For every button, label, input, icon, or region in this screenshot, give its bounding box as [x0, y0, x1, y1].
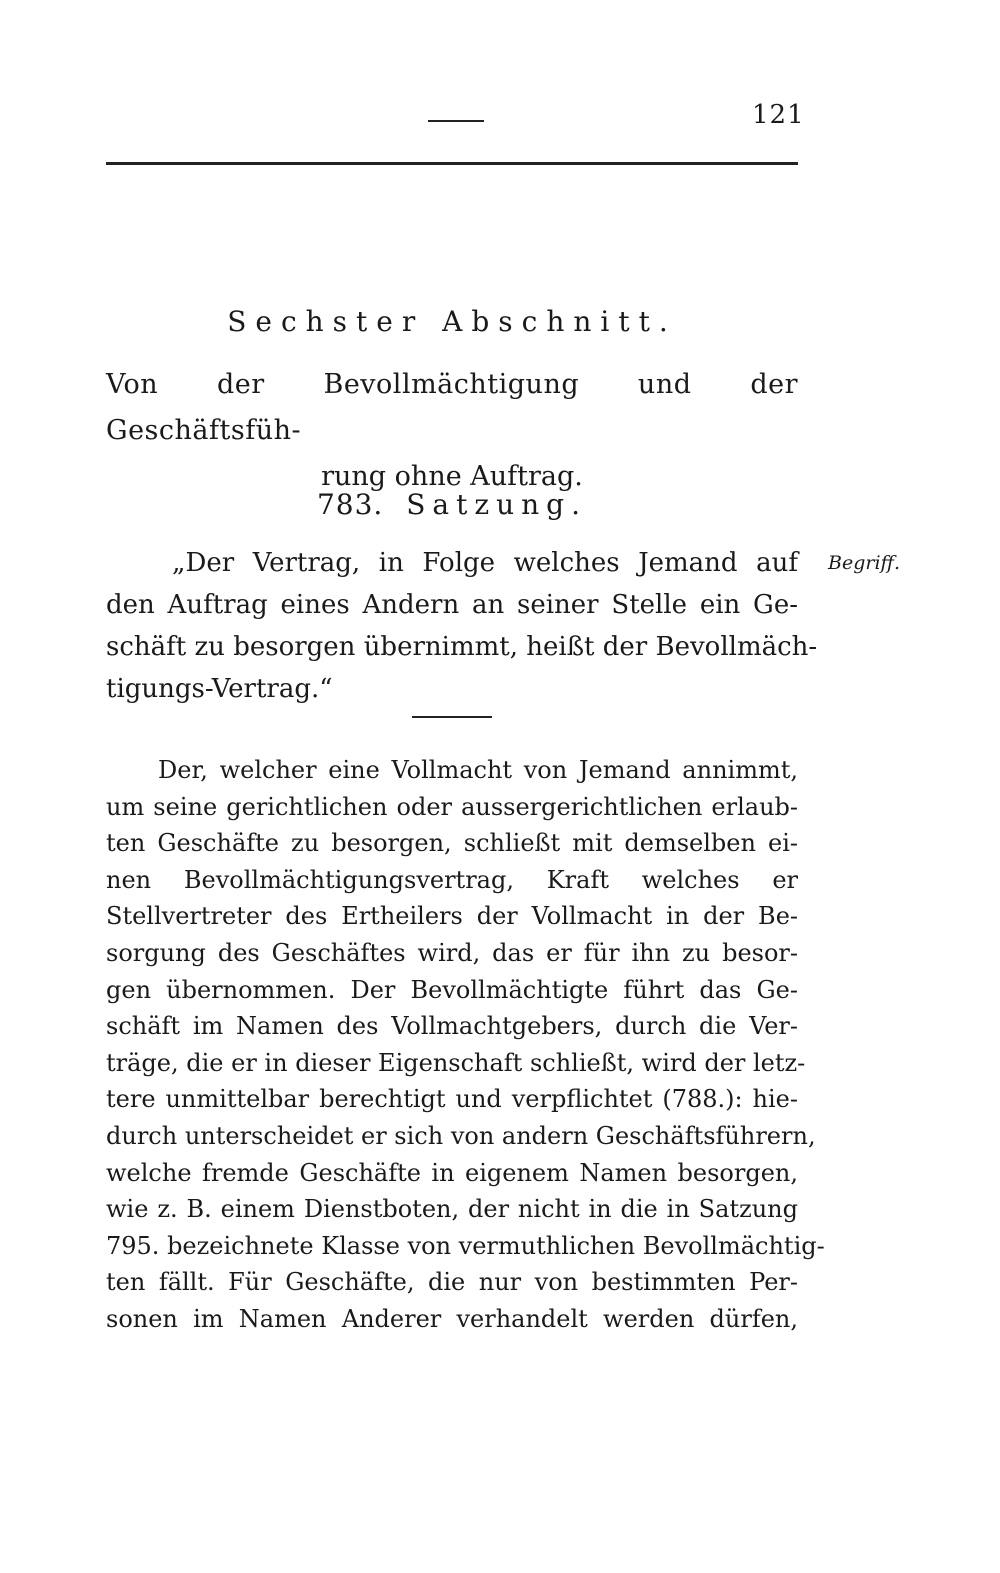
commentary-line: nen Bevollmächtigungsvertrag, Kraft welches er — [106, 865, 798, 894]
commentary-line: träge, die er in dieser Eigenschaft schließt, wird der letz- — [106, 1048, 806, 1077]
commentary-line: gen übernommen. Der Bevollmächtigte führt das Ge- — [106, 975, 798, 1004]
commentary-line: wie z. B. einem Dienstboten, der nicht in die in Satzung — [106, 1195, 798, 1224]
section-title — [106, 362, 798, 500]
commentary-line: sonen im Namen Anderer verhandelt werden dürfen, — [106, 1304, 798, 1333]
header-rule — [106, 162, 798, 165]
statute-line: den Auftrag eines Andern an seiner Stelle ein Ge- — [106, 590, 798, 620]
section-title-line: rung ohne Auftrag. — [321, 461, 583, 492]
commentary-line: um seine gerichtlichen oder aussergerichtlichen erlaub- — [106, 792, 798, 821]
commentary-line: ten fällt. Für Geschäfte, die nur von bestimmten Per- — [106, 1268, 798, 1297]
commentary-line: durch unterscheidet er sich von andern Geschäftsführern, — [106, 1121, 816, 1150]
commentary-line: 795. bezeichnete Klasse von vermuthlichen Bevollmächtig- — [106, 1231, 825, 1260]
statute-line: „Der Vertrag, in Folge welches Jemand auf — [172, 548, 798, 578]
commentary-line: Der, welcher eine Vollmacht von Jemand annimmt, — [158, 756, 798, 784]
commentary-line: schäft im Namen des Vollmachtgebers, durch die Ver- — [106, 1012, 798, 1041]
running-head-dash — [428, 120, 484, 122]
margin-note: Begriff. — [828, 552, 901, 574]
separator-rule — [412, 716, 492, 718]
statute-line: schäft zu besorgen übernimmt, heißt der Bevollmäch- — [106, 632, 818, 662]
commentary-line: tere unmittelbar berechtigt und verpflichtet (788.): hie- — [106, 1085, 798, 1114]
statute-text — [106, 542, 818, 710]
commentary-text — [106, 752, 825, 1338]
section-heading: Sechster Abschnitt. — [227, 305, 677, 338]
section-title-line: Von der Bevollmächtigung und der Geschäftsfüh- — [106, 369, 798, 446]
statute-line: tigungs-Vertrag.“ — [106, 674, 333, 704]
paragraph-label: Satzung. — [406, 488, 588, 521]
paragraph-heading — [106, 488, 798, 521]
paragraph-number: 783. — [316, 488, 384, 521]
commentary-line: Stellvertreter des Ertheilers der Vollmacht in der Be- — [106, 902, 798, 931]
commentary-line: sorgung des Geschäftes wird, das er für ihn zu besor- — [106, 938, 798, 967]
commentary-line: welche fremde Geschäfte in eigenem Namen besorgen, — [106, 1158, 798, 1187]
commentary-line: ten Geschäfte zu besorgen, schließt mit demselben ei- — [106, 829, 798, 858]
page-number: 121 — [752, 100, 805, 130]
